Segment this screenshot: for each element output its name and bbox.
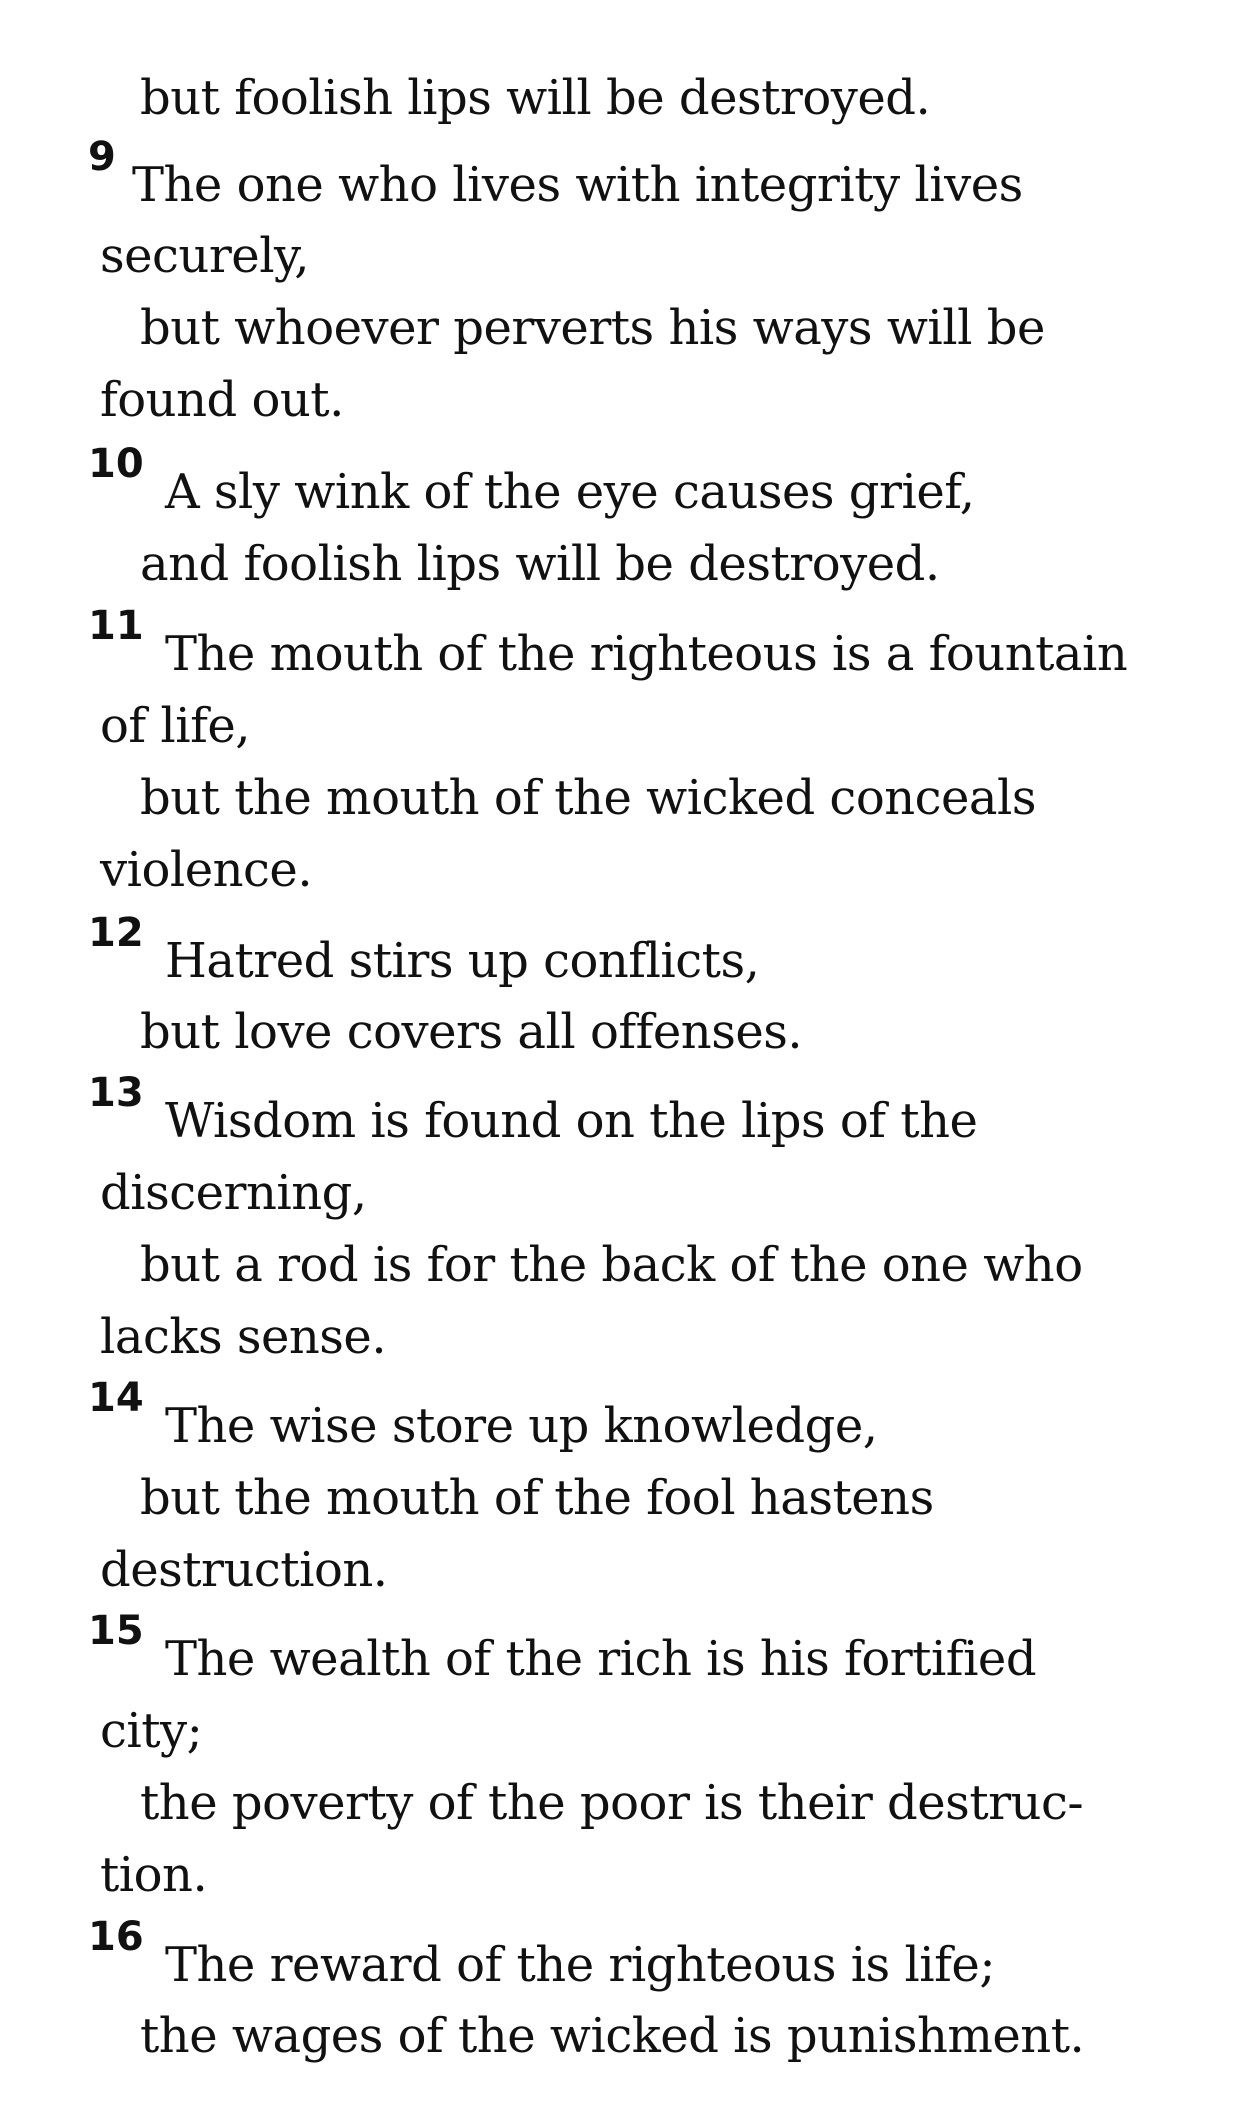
verse-13-line2-wrap: lacks sense.	[100, 1309, 387, 1365]
verse-13-line1-wrap: discerning,	[100, 1165, 367, 1221]
verse-11-line1: The mouth of the righteous is a fountain	[165, 626, 1128, 682]
verse-14-line1: The wise store up knowledge,	[165, 1398, 878, 1454]
verse-9-line2-wrap: found out.	[100, 372, 344, 428]
verse-8-continuation: but foolish lips will be destroyed.	[140, 70, 931, 126]
verse-11-line2: but the mouth of the wicked conceals	[140, 770, 1037, 826]
verse-16-line2: the wages of the wicked is punishment.	[140, 2008, 1085, 2064]
verse-number-12: 12	[88, 910, 144, 956]
verse-number-13: 13	[88, 1070, 144, 1116]
verse-10-line1: A sly wink of the eye causes grief,	[165, 464, 975, 520]
verse-9-line2: but whoever perverts his ways will be	[140, 300, 1045, 356]
verse-14-line2: but the mouth of the fool hastens	[140, 1470, 934, 1526]
verse-15-line1: The wealth of the rich is his fortified	[165, 1631, 1037, 1687]
verse-16-line1: The reward of the righteous is life;	[165, 1937, 995, 1993]
verse-number-14: 14	[88, 1375, 144, 1421]
verse-number-9: 9	[88, 134, 116, 180]
verse-13-line1: Wisdom is found on the lips of the	[165, 1093, 978, 1149]
verse-9-line1-wrap: securely,	[100, 228, 310, 284]
verse-12-line2: but love covers all offenses.	[140, 1004, 803, 1060]
verse-15-line2: the poverty of the poor is their destruc-	[140, 1775, 1084, 1831]
verse-number-15: 15	[88, 1608, 144, 1654]
verse-15-line1-wrap: city;	[100, 1703, 203, 1759]
verse-number-16: 16	[88, 1914, 144, 1960]
verse-10-line2: and foolish lips will be destroyed.	[140, 536, 940, 592]
verse-number-11: 11	[88, 603, 144, 649]
verse-14-line2-wrap: destruction.	[100, 1542, 388, 1598]
verse-15-line2-wrap: tion.	[100, 1847, 208, 1903]
verse-number-10: 10	[88, 441, 144, 487]
verse-13-line2: but a rod is for the back of the one who	[140, 1237, 1083, 1293]
verse-11-line2-wrap: violence.	[100, 842, 313, 898]
verse-9-line1: The one who lives with integrity lives	[132, 157, 1023, 213]
verse-12-line1: Hatred stirs up conflicts,	[165, 933, 760, 989]
verse-11-line1-wrap: of life,	[100, 698, 251, 754]
